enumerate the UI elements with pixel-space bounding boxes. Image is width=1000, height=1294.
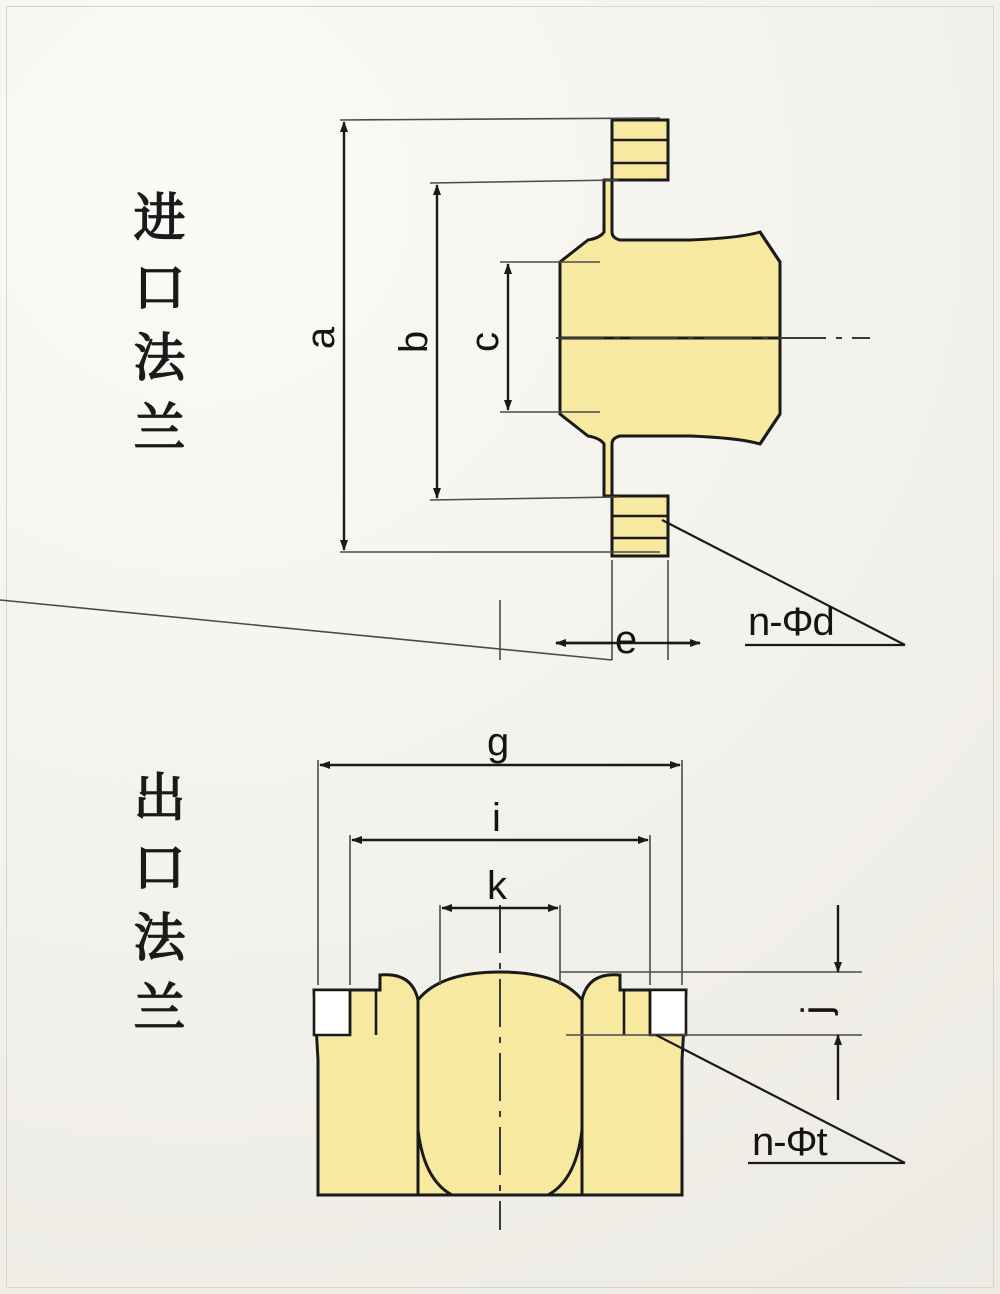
dim-label-j: j bbox=[794, 1005, 839, 1015]
dim-label-i: i bbox=[492, 796, 501, 840]
dim-label-g: g bbox=[487, 720, 510, 764]
dim-label-a: a bbox=[299, 326, 344, 350]
callout-n-phi-t: n-Φt bbox=[752, 1120, 827, 1164]
dim-label-k: k bbox=[487, 864, 507, 908]
upper-flange-part bbox=[556, 120, 870, 556]
lower-flange-part bbox=[314, 905, 686, 1230]
inlet-flange-label: 进口法兰 bbox=[124, 190, 184, 470]
dim-label-e: e bbox=[615, 618, 638, 662]
callout-n-phi-d: n-Φd bbox=[748, 600, 834, 644]
dim-label-c: c bbox=[463, 332, 507, 352]
outlet-flange-label: 出口法兰 bbox=[124, 770, 184, 1050]
dim-label-b: b bbox=[392, 330, 437, 354]
